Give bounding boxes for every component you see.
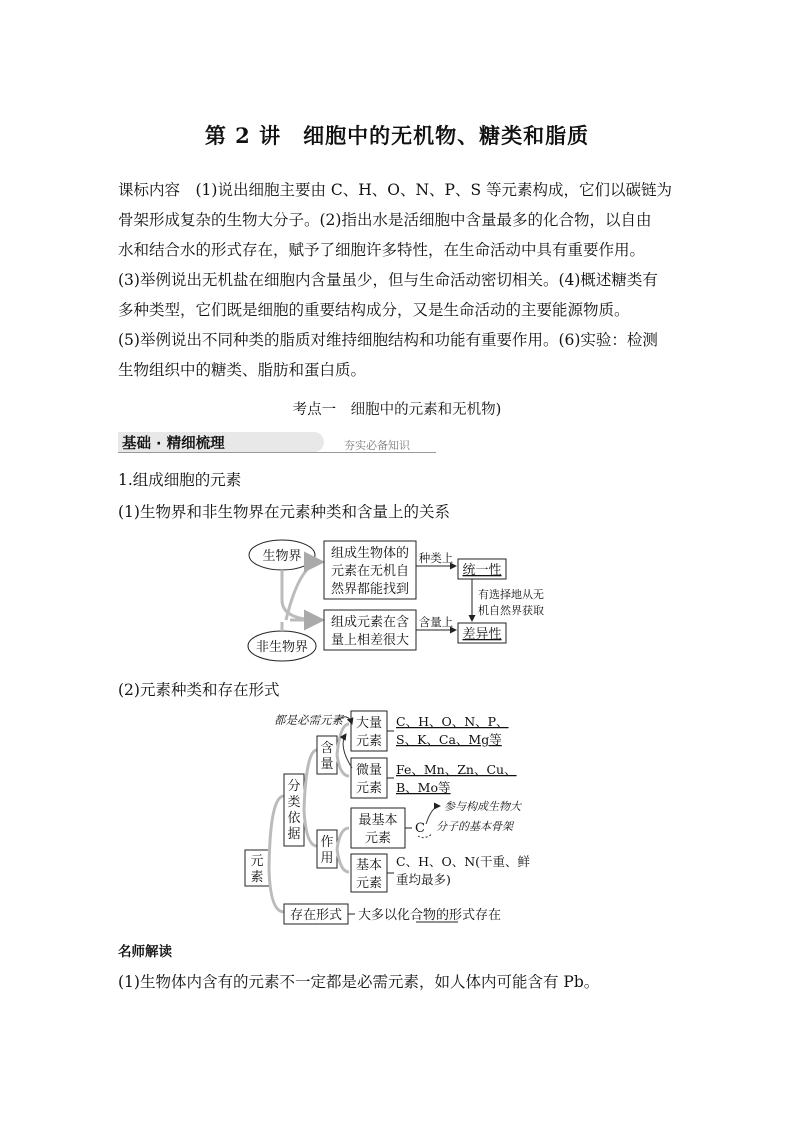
connector-gray bbox=[269, 796, 284, 868]
page-title: 第 2 讲 细胞中的无机物、糖类和脂质 bbox=[204, 123, 590, 148]
existing-form-label: 存在形式 bbox=[289, 908, 343, 923]
basis-char: 分 bbox=[287, 779, 301, 794]
band-subheading: 夯实必备知识 bbox=[344, 439, 410, 452]
macro-list-line: C、H、O、N、P、 bbox=[396, 714, 509, 729]
tip-label: 名师解读 bbox=[118, 944, 172, 960]
existing-form-text: 大多以化合物的形式存在 bbox=[358, 908, 502, 923]
micro-char: 微量 bbox=[355, 763, 383, 778]
basic-char: 元素 bbox=[355, 876, 383, 891]
box1-line: 元素在无机自 bbox=[330, 564, 410, 579]
function-char: 用 bbox=[320, 851, 334, 866]
side-note-line: 有选择地从无 bbox=[478, 588, 544, 601]
content-char: 量 bbox=[320, 757, 334, 772]
subsection-2-heading: (2)元素种类和存在形式 bbox=[118, 681, 280, 699]
box2-line: 组成元素在含 bbox=[330, 615, 410, 630]
basic-char: 基本 bbox=[355, 858, 383, 873]
handwritten-note: 都是必需元素 bbox=[274, 713, 343, 727]
connector-gray-up bbox=[286, 562, 322, 620]
most-basic-char: 最基本 bbox=[358, 813, 398, 828]
connector-gray bbox=[337, 828, 349, 849]
syllabus-line: 生物组织中的糖类、脂肪和蛋白质。 bbox=[118, 361, 367, 379]
band-divider bbox=[118, 452, 436, 453]
root-char: 素 bbox=[250, 870, 264, 885]
syllabus-line: 骨架形成复杂的生物大分子。(2)指出水是活细胞中含量最多的化合物，以自由 bbox=[118, 211, 652, 229]
connector-gray bbox=[304, 810, 317, 846]
element-classification-diagram bbox=[240, 706, 560, 928]
micro-char: 元素 bbox=[355, 781, 383, 796]
syllabus-line: (3)举例说出无机盐在细胞内含量虽少，但与生命活动密切相关。(4)概述糖类有 bbox=[118, 271, 658, 289]
unity-label: 统一性 bbox=[462, 563, 502, 578]
root-char: 元 bbox=[250, 854, 264, 869]
arrow-content-label: 含量上 bbox=[418, 615, 454, 629]
band-heading: 基础 · 精细梳理 bbox=[122, 436, 225, 452]
nonliving-world-label: 非生物界 bbox=[255, 640, 309, 655]
syllabus-line: 多种类型，它们既是细胞的重要结构成分，又是生命活动的主要能源物质。 bbox=[118, 301, 630, 319]
section-band bbox=[118, 432, 436, 452]
connector-gray bbox=[269, 868, 284, 912]
basic-list-line: 重均最多) bbox=[396, 872, 451, 887]
arrow-kind-label: 种类上 bbox=[418, 551, 454, 565]
connector-gray bbox=[337, 849, 349, 872]
most-basic-value: C bbox=[415, 821, 425, 836]
kaodian-heading: 考点一 细胞中的元素和无机物) bbox=[292, 402, 502, 418]
box1-line: 组成生物体的 bbox=[330, 546, 410, 561]
connector-gray bbox=[304, 750, 317, 810]
function-char: 作 bbox=[320, 835, 334, 850]
section-1-heading: 1.组成细胞的元素 bbox=[118, 471, 242, 489]
subsection-1-heading: (1)生物界和非生物界在元素种类和含量上的关系 bbox=[118, 503, 450, 521]
basis-char: 类 bbox=[287, 795, 301, 810]
syllabus-paragraph bbox=[118, 175, 698, 385]
basis-char: 依 bbox=[287, 811, 301, 826]
handwritten-note-line: 分子的基本骨架 bbox=[436, 820, 513, 833]
macro-char: 大量 bbox=[355, 716, 383, 731]
connector-gray bbox=[337, 755, 349, 776]
micro-list-line: Fe、Mn、Zn、Cu、 bbox=[396, 762, 517, 777]
side-note-line: 机自然界获取 bbox=[478, 604, 544, 617]
tip-line: (1)生物体内含有的元素不一定都是必需元素，如人体内可能含有 Pb。 bbox=[118, 973, 600, 991]
box1-line: 然界都能找到 bbox=[330, 582, 410, 597]
most-basic-char: 元素 bbox=[364, 831, 392, 846]
living-world-label: 生物界 bbox=[262, 549, 302, 564]
connector-gray bbox=[337, 724, 349, 755]
syllabus-line: 课标内容 (1)说出细胞主要由 C、H、O、N、P、S 等元素构成，它们以碳链为 bbox=[118, 181, 673, 199]
basic-list-line: C、H、O、N(干重、鲜 bbox=[396, 854, 531, 869]
relationship-diagram bbox=[240, 532, 560, 664]
macro-char: 元素 bbox=[355, 734, 383, 749]
difference-label: 差异性 bbox=[462, 627, 502, 642]
syllabus-line: (5)举例说出不同种类的脂质对维持细胞结构和功能有重要作用。(6)实验：检测 bbox=[118, 331, 658, 349]
syllabus-line: 水和结合水的形式存在，赋予了细胞许多特性，在生命活动中具有重要作用。 bbox=[118, 241, 646, 259]
macro-list-line: S、K、Ca、Mg等 bbox=[396, 732, 502, 747]
handwritten-note-line: 参与构成生物大 bbox=[444, 800, 521, 813]
micro-list-line: B、Mo等 bbox=[396, 780, 451, 795]
basis-char: 据 bbox=[287, 827, 301, 842]
content-char: 含 bbox=[320, 741, 334, 756]
box2-line: 量上相差很大 bbox=[330, 633, 410, 648]
